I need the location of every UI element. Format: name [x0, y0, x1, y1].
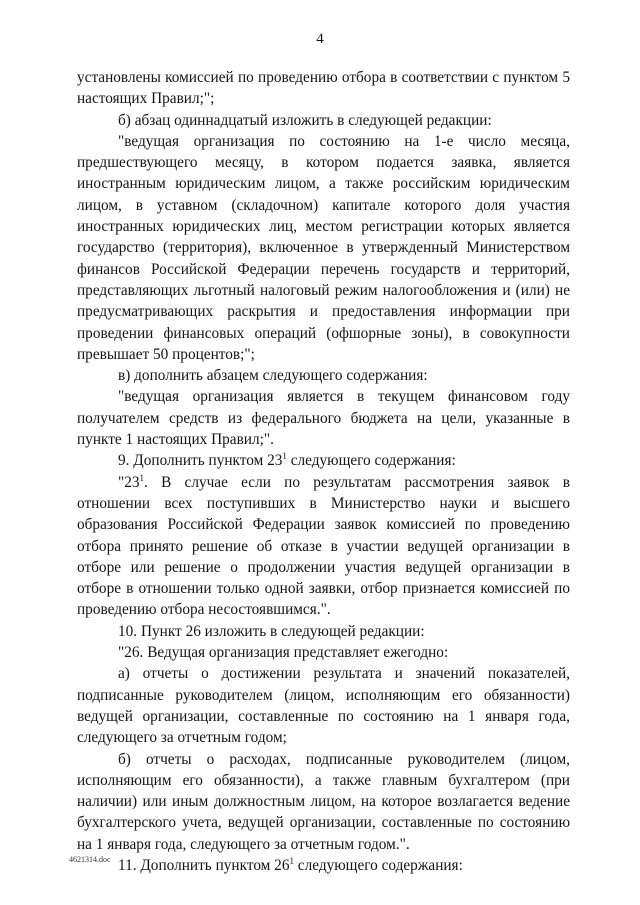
paragraph [77, 749, 570, 855]
paragraph-text: "ведущая организация является в текущем финансовом году получателем средств из федерального бюджета на цели, указанные в пункте 1 настоящих Правил;". [77, 388, 570, 449]
paragraph-text: 11. Дополнить пунктом 26 [118, 856, 290, 874]
paragraph-text: установлены комиссией по проведению отбора в соответствии с пунктом 5 настоящих Правил;"; [77, 69, 570, 108]
paragraph-text: "26. Ведущая организация представляет ежегодно: [118, 644, 449, 662]
paragraph [77, 642, 570, 663]
paragraph-text: б) абзац одиннадцатый изложить в следующей редакции: [118, 111, 492, 129]
document-body [77, 67, 570, 876]
paragraph-text: а) отчеты о достижении результата и значений показателей, подписанные руководителем (лицом, исполняющим его обязанности) ведущей организации, составленные по состоянию на 1 января года, следующего за отчетным годом; [77, 665, 570, 747]
paragraph-text: б) отчеты о расходах, подписанные руководителем (лицом, исполняющим его обязанности), а также главным бухгалтером (при наличии) или иным должностным лицом, на которое возлагается ведение бухгалтерского учета, ведущей организации, составленные по состоянию на 1 января года, следующего за отчетным годом.". [77, 750, 570, 853]
paragraph [77, 621, 570, 642]
paragraph-text: "ведущая организация по состоянию на 1-е число месяца, предшествующего месяцу, в котором подается заявка, является иностранным юридическим лицом, а также российским юридическим лицом, в уставном (складочном) капитале которого доля участия иностранных юридических лиц, местом регистрации которых является государство (территория), включенное в утвержденный Министерством финансов Российской Федерации перечень государств и территорий, представляющих льготный налоговый режим налогообложения и (или) не предусматривающих раскрытия и предоставления информации при проведении финансовых операций (офшорные зоны), в совокупности превышает 50 процентов;"; [77, 132, 570, 363]
paragraph [77, 663, 570, 748]
footer-filename: 4621314.doc [69, 855, 111, 864]
paragraph [77, 855, 570, 876]
paragraph-text-after: . В случае если по результатам рассмотрения заявок в отношении всех поступивших в Министерство науки и высшего образования Российской Федерации заявок комиссией по проведению отбора принято решение об отказе в участии ведущей организации в отборе или решение о продолжении участия ведущей организации в отборе в отношении только одной заявки, отбор признается комиссией по проведению отбора несостоявшимся.". [77, 473, 570, 619]
paragraph-text: 10. Пункт 26 изложить в следующей редакции: [118, 622, 425, 640]
paragraph [77, 472, 570, 621]
superscript: 1 [282, 451, 287, 462]
paragraph [77, 450, 570, 471]
paragraph [77, 386, 570, 450]
page-number: 4 [316, 31, 324, 47]
paragraph [77, 110, 570, 131]
paragraph-text: в) дополнить абзацем следующего содержания: [118, 367, 428, 385]
paragraph-text-after: следующего содержания: [293, 856, 463, 874]
paragraph [77, 131, 570, 365]
superscript: 1 [289, 855, 294, 866]
paragraph-text-after: следующего содержания: [286, 452, 456, 470]
paragraph-text: "23 [118, 473, 140, 491]
paragraph [77, 67, 570, 110]
paragraph-text: 9. Дополнить пунктом 23 [118, 452, 283, 470]
paragraph [77, 365, 570, 386]
superscript: 1 [139, 472, 145, 483]
